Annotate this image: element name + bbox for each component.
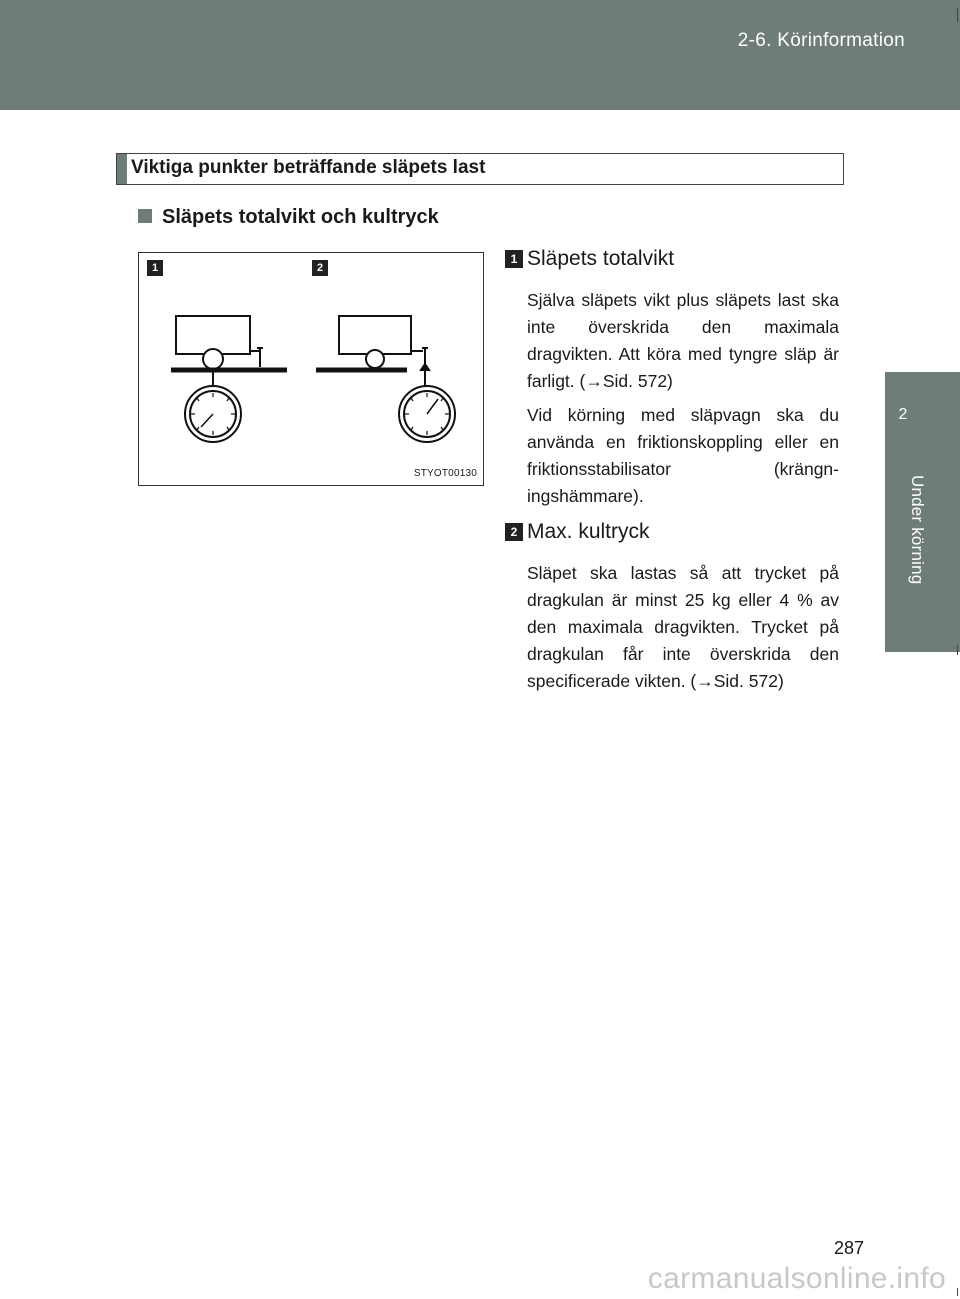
header-band [0, 0, 960, 110]
page-number: 287 [833, 1238, 864, 1258]
section-heading-box [116, 153, 844, 185]
trailer-scale-illustration [139, 253, 483, 485]
item-2-title: Max. kultryck [527, 520, 650, 543]
trailer-weight-figure [138, 252, 484, 486]
item-1-heading [505, 247, 674, 271]
figure-label-2: 2 [312, 260, 328, 276]
crop-mark [957, 1288, 958, 1296]
heading-accent-bar [117, 154, 127, 184]
chapter-number: 2 [898, 406, 908, 423]
figure-code: STYOT00130 [413, 468, 477, 479]
item-1-paragraph-2: Vid körning med släpvagn ska du använda en friktionskoppling eller en friktionsstabilisator (krängn-ingshämmare). [527, 405, 839, 506]
crop-mark [957, 645, 958, 655]
item-1-title: Släpets totalvikt [527, 247, 675, 270]
item-2-heading [505, 520, 650, 544]
crop-mark [957, 8, 958, 22]
chapter-label: Under körning [908, 475, 927, 585]
section-title: 2-6. Körinformation [737, 30, 905, 51]
trailer-total-weight-drawing [171, 316, 287, 442]
square-bullet-icon [138, 209, 152, 223]
tongue-weight-drawing [316, 316, 455, 442]
subheading-text: Släpets totalvikt och kultryck [162, 206, 439, 228]
chapter-side-tab[interactable] [885, 372, 960, 652]
subheading [138, 206, 439, 229]
figure-label-1: 1 [147, 260, 163, 276]
item-1-paragraph-1: Själva släpets vikt plus släpets last ska inte överskrida den maximala dragvikten. Att köra med tyngre släp är farligt. (→Sid. 572) [527, 290, 839, 391]
item-2-number-badge: 2 [505, 523, 523, 541]
item-1-number-badge: 1 [505, 250, 523, 268]
item-2-paragraph-1: Släpet ska lastas så att trycket på dragkulan är minst 25 kg eller 4 % av den maximala dragvikten. Trycket på dragkulan får inte överskrida den specificerade vikten. (→Sid. 572) [527, 563, 839, 691]
watermark: carmanualsonline.info [647, 1262, 946, 1295]
section-heading: Viktiga punkter beträffande släpets last [131, 157, 486, 178]
